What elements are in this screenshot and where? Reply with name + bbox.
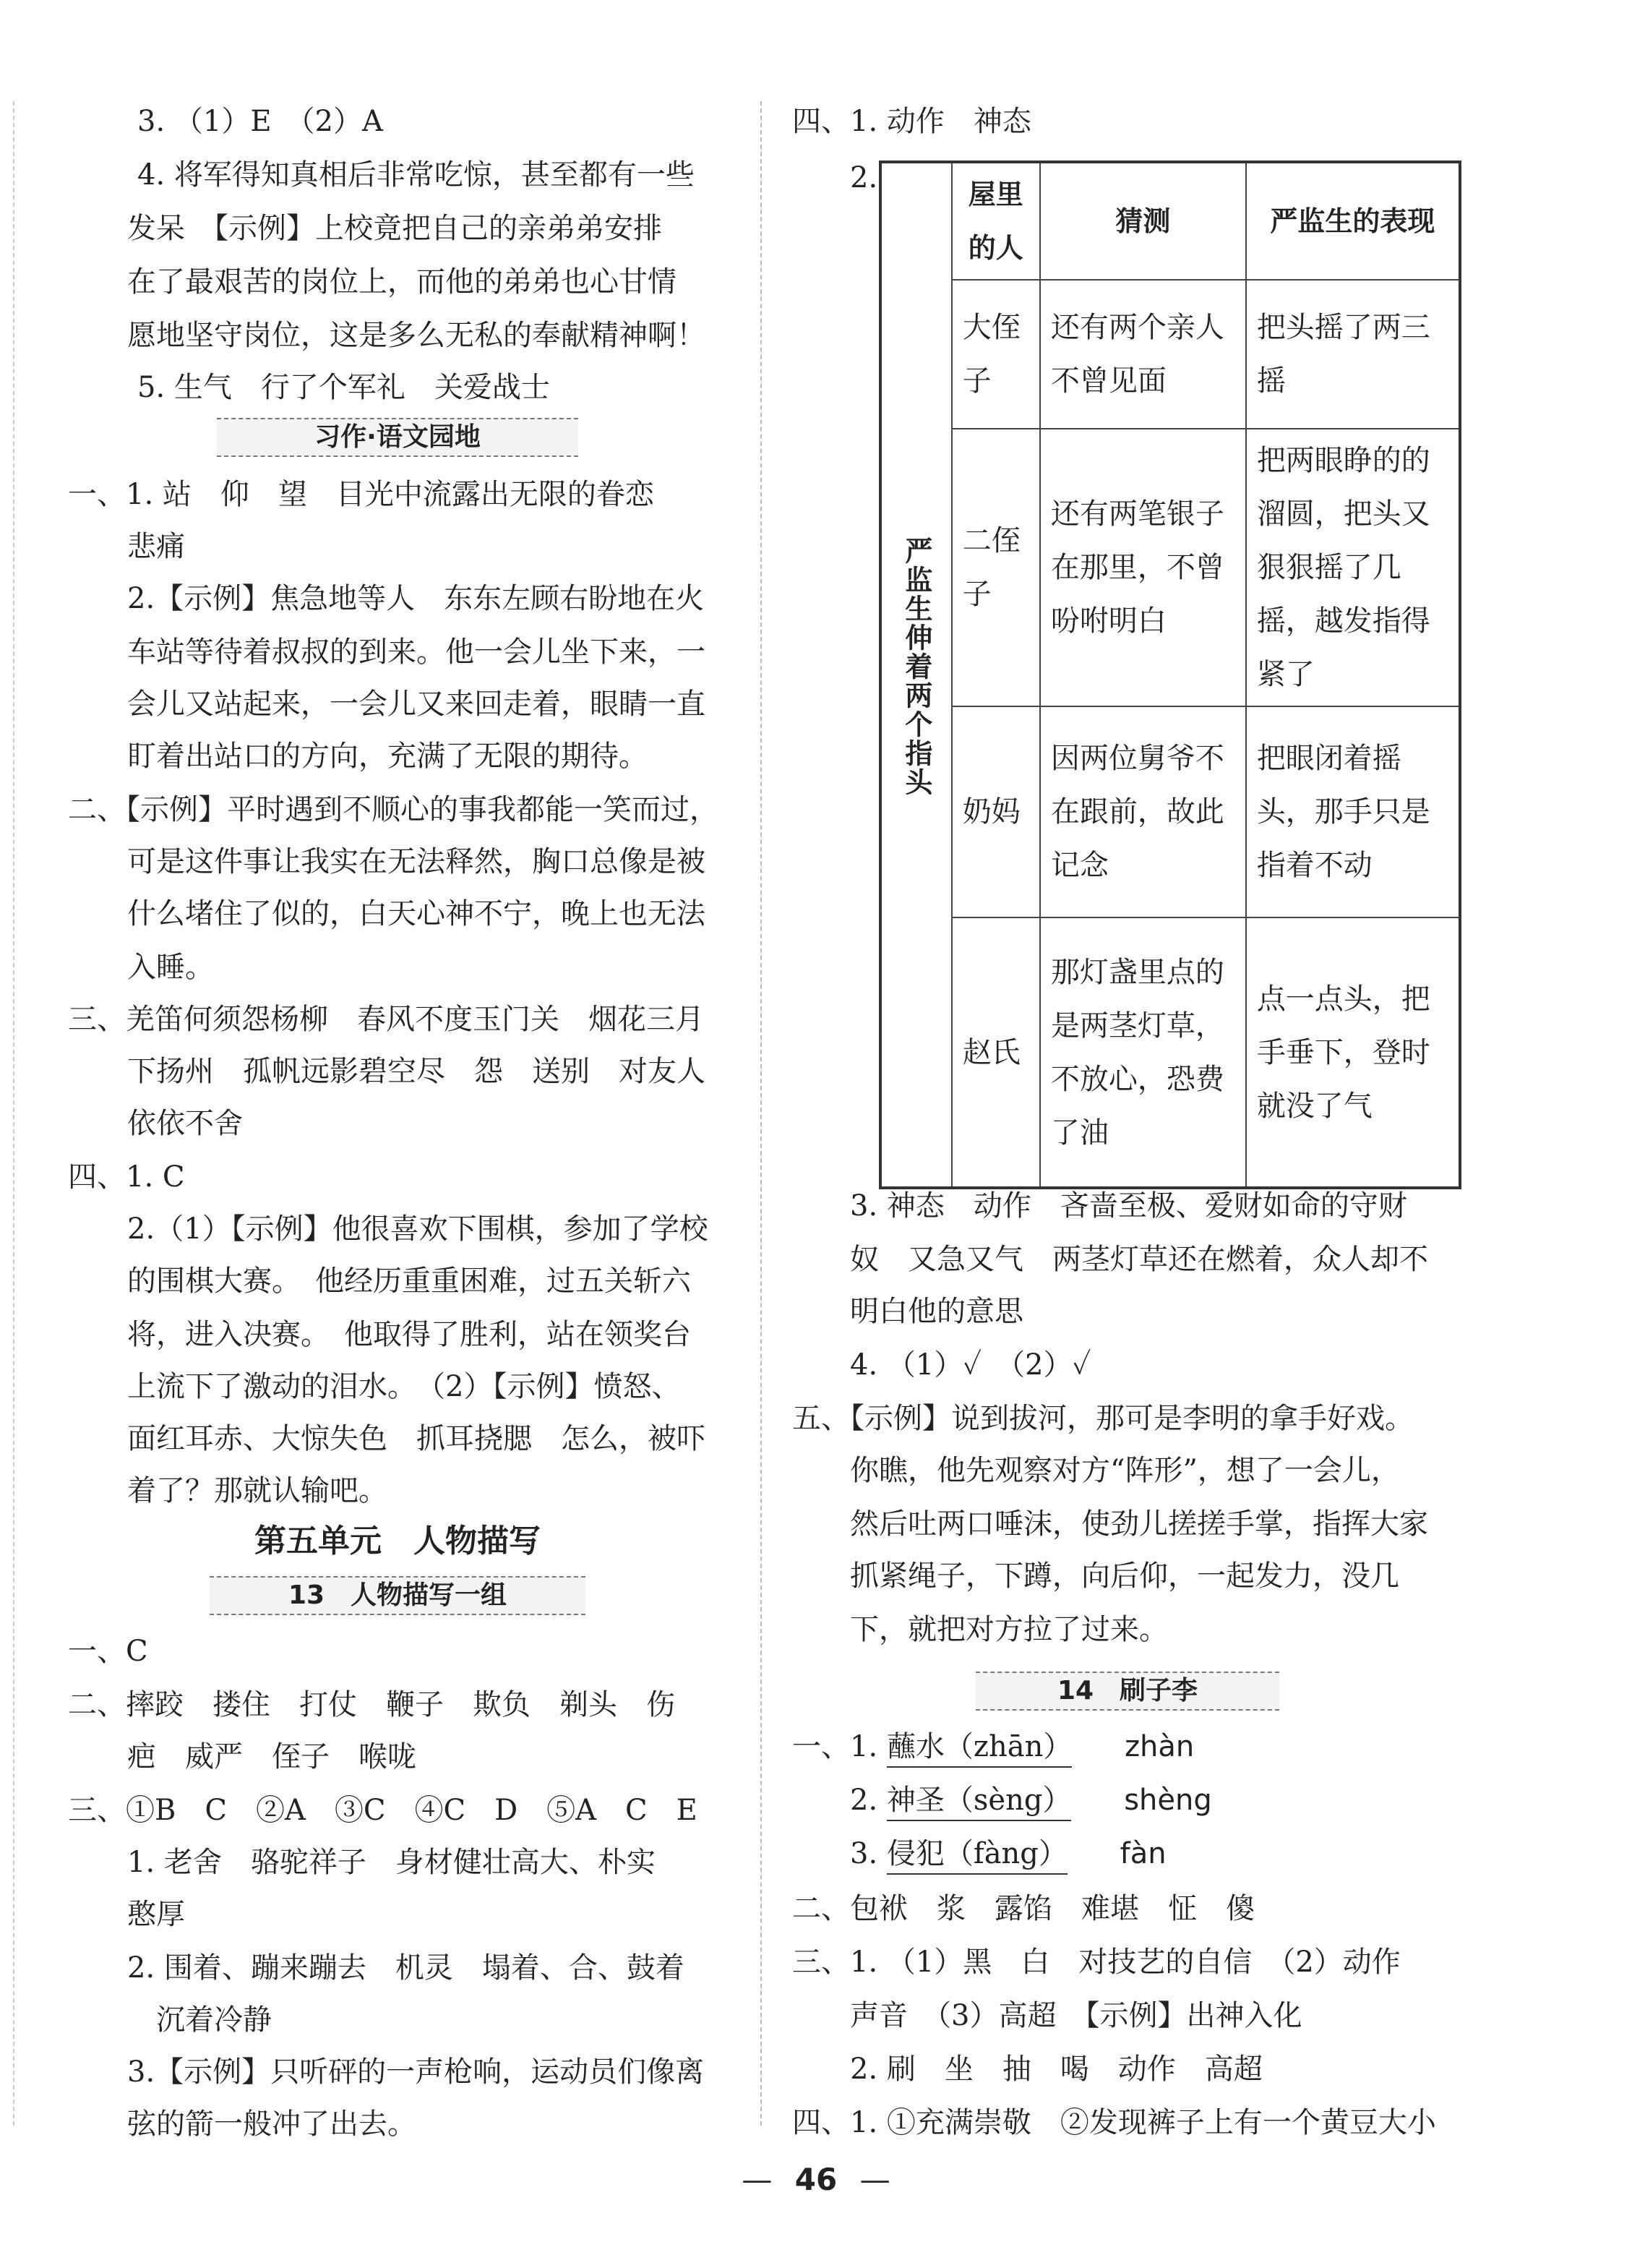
answer-line: 什么堵住了似的，白天心神不宁，晚上也无法 xyxy=(127,897,705,930)
answer-line: 然后吐两口唾沫，使劲儿搓搓手掌，指挥大家 xyxy=(850,1507,1428,1541)
pinyin-item xyxy=(850,1833,1167,1875)
page-number xyxy=(0,2162,1632,2197)
pinyin-answer: shèng xyxy=(1124,1784,1212,1817)
answer-line: 4. （1）✓ （2）✓ xyxy=(850,1348,1091,1382)
pinyin-answer: fàn xyxy=(1120,1837,1167,1870)
answer-line: 三、羌笛何须怨杨柳 春风不度玉门关 烟花三月 xyxy=(68,1003,704,1036)
table-header: 严监生的表现 xyxy=(1246,162,1460,280)
table-cell: 大侄子 xyxy=(952,280,1040,429)
lesson-14-title: 14 刷子李 xyxy=(976,1672,1279,1711)
left-margin-rule xyxy=(13,101,14,2126)
answer-line: 3. 神态 动作 吝啬至极、爱财如命的守财 xyxy=(850,1189,1407,1223)
answer-line: 依依不舍 xyxy=(127,1107,243,1140)
pinyin-word: 蘸水（zhān） xyxy=(887,1727,1072,1768)
answer-line: 奴 又急又气 两茎灯草还在燃着，众人却不 xyxy=(850,1243,1428,1276)
pinyin-prefix: 3. xyxy=(850,1837,878,1870)
answer-line: 憨厚 xyxy=(127,1898,185,1931)
table-cell: 因两位舅爷不在跟前，故此记念 xyxy=(1040,706,1246,917)
answer-line: 着了？那就认输吧。 xyxy=(127,1474,387,1507)
page-dash: — xyxy=(742,2162,773,2197)
column-divider xyxy=(760,101,762,2126)
pinyin-word: 神圣（sèng） xyxy=(887,1781,1072,1821)
character-table xyxy=(879,161,1461,1189)
table-row xyxy=(880,706,1460,917)
answer-line: 五、【示例】说到拔河，那可是李明的拿手好戏。 xyxy=(792,1402,1414,1435)
pinyin-item xyxy=(850,1780,1212,1821)
pinyin-prefix: 一、1. xyxy=(792,1730,878,1763)
answer-line: 声音 （3）高超 【示例】出神入化 xyxy=(850,1999,1302,2032)
answer-line: 的围棋大赛。 他经历重重困难，过五关斩六 xyxy=(127,1264,691,1298)
pinyin-item xyxy=(792,1726,1194,1768)
answer-line: 3.【示例】只听砰的一声枪响，运动员们像离 xyxy=(127,2055,705,2089)
table-cell: 还有两个亲人不曾见面 xyxy=(1040,280,1246,429)
answer-line: 2.（1）【示例】他很喜欢下围棋，参加了学校 xyxy=(127,1212,708,1246)
answer-line: 会儿又站起来，一会儿又来回走着，眼睛一直 xyxy=(127,688,705,721)
answer-line: 疤 威严 侄子 喉咙 xyxy=(127,1740,416,1773)
answer-line: 三、①B C ②A ③C ④C D ⑤A C E xyxy=(68,1794,697,1827)
answer-line: 在了最艰苦的岗位上，而他的弟弟也心甘情 xyxy=(127,265,677,299)
answer-line: 2.【示例】焦急地等人 东东左顾右盼地在火 xyxy=(127,582,705,615)
table-side-label-cell xyxy=(880,162,952,1188)
answer-line: 沉着冷静 xyxy=(156,2003,272,2037)
table-row xyxy=(880,280,1460,429)
answer-line: 二、摔跤 搂住 打仗 鞭子 欺负 剃头 伤 xyxy=(68,1688,675,1721)
answer-line: 一、1. 站 仰 望 目光中流露出无限的眷恋 xyxy=(68,478,654,511)
answer-line: 四、1. 动作 神态 xyxy=(792,105,1031,138)
table-cell: 点一点头，把手垂下，登时就没了气 xyxy=(1246,917,1460,1188)
page-number-value: 46 xyxy=(794,2162,838,2197)
answer-line: 弦的箭一般冲了出去。 xyxy=(127,2107,416,2141)
answer-line: 你瞧，他先观察对方“阵形”，想了一会儿， xyxy=(850,1454,1400,1487)
answer-line: 一、C xyxy=(68,1635,148,1668)
table-cell: 二侄子 xyxy=(952,429,1040,706)
table-cell: 把头摇了两三摇 xyxy=(1246,280,1460,429)
pinyin-answer: zhàn xyxy=(1125,1730,1195,1763)
table-cell: 把眼闭着摇头，那手只是指着不动 xyxy=(1246,706,1460,917)
answer-line: 发呆 【示例】上校竟把自己的亲弟弟安排 xyxy=(127,212,662,245)
table-cell: 还有两笔银子在那里，不曾吩咐明白 xyxy=(1040,429,1246,706)
table-side-label: 严监生伸着两个指头 xyxy=(900,536,932,797)
unit-title: 第五单元 人物描写 xyxy=(254,1523,541,1559)
table-header: 屋里的人 xyxy=(952,162,1040,280)
answer-line: 愿地坚守岗位，这是多么无私的奉献精神啊！ xyxy=(127,319,705,352)
answer-line: 5. 生气 行了个军礼 关爱战士 xyxy=(137,371,550,404)
page-dash: — xyxy=(859,2162,890,2197)
answer-line: 入睡。 xyxy=(127,951,214,984)
pinyin-prefix: 2. xyxy=(850,1784,878,1817)
answer-line: 四、1. ①充满崇敬 ②发现裤子上有一个黄豆大小 xyxy=(792,2106,1436,2139)
answer-line: 面红耳赤、大惊失色 抓耳挠腮 怎么，被吓 xyxy=(127,1422,705,1455)
table-header: 猜测 xyxy=(1040,162,1246,280)
table-cell: 奶妈 xyxy=(952,706,1040,917)
answer-line: 4. 将军得知真相后非常吃惊，甚至都有一些 xyxy=(137,158,695,192)
answer-line: 2. 围着、蹦来蹦去 机灵 塌着、合、鼓着 xyxy=(127,1951,684,1985)
answer-line: 四、1. C xyxy=(68,1160,185,1194)
table-cell: 那灯盏里点的是两茎灯草，不放心，恐费了油 xyxy=(1040,917,1246,1188)
answer-line: 1. 老舍 骆驼祥子 身材健壮高大、朴实 xyxy=(127,1846,656,1879)
table-row xyxy=(880,429,1460,706)
answer-line: 2. 刷 坐 抽 喝 动作 高超 xyxy=(850,2053,1263,2086)
lesson-13-title: 13 人物描写一组 xyxy=(210,1576,585,1615)
answer-line: 下扬州 孤帆远影碧空尽 怨 送别 对友人 xyxy=(127,1055,705,1088)
answer-line: 将，进入决赛。 他取得了胜利，站在领奖台 xyxy=(127,1318,691,1351)
answer-line: 三、1. （1）黑 白 对技艺的自信 （2）动作 xyxy=(792,1946,1401,1979)
table-row xyxy=(880,917,1460,1188)
answer-line: 二、【示例】平时遇到不顺心的事我都能一笑而过， xyxy=(68,793,718,826)
pinyin-word: 侵犯（fàng） xyxy=(887,1834,1068,1875)
answer-line: 3. （1）E （2）A xyxy=(137,105,383,138)
answer-line: 二、包袱 浆 露馅 难堪 怔 傻 xyxy=(792,1892,1255,1925)
answer-line: 下，就把对方拉了过来。 xyxy=(850,1613,1168,1646)
answer-line: 车站等待着叔叔的到来。他一会儿坐下来，一 xyxy=(127,636,705,669)
answer-line: 抓紧绳子，下蹲，向后仰，一起发力，没几 xyxy=(850,1559,1399,1593)
table-cell: 把两眼睁的的溜圆，把头又狠狠摇了几摇，越发指得紧了 xyxy=(1246,429,1460,706)
table-label: 2. xyxy=(850,161,878,194)
answer-line: 明白他的意思 xyxy=(850,1295,1023,1328)
answer-line: 可是这件事让我实在无法释然，胸口总像是被 xyxy=(127,845,705,878)
answer-line: 悲痛 xyxy=(127,530,185,563)
answer-line: 盯着出站口的方向，充满了无限的期待。 xyxy=(127,740,648,773)
table-cell: 赵氏 xyxy=(952,917,1040,1188)
answer-line: 上流下了激动的泪水。 （2）【示例】愤怒、 xyxy=(127,1370,681,1403)
section-title-xizuo: 习作·语文园地 xyxy=(217,418,578,457)
